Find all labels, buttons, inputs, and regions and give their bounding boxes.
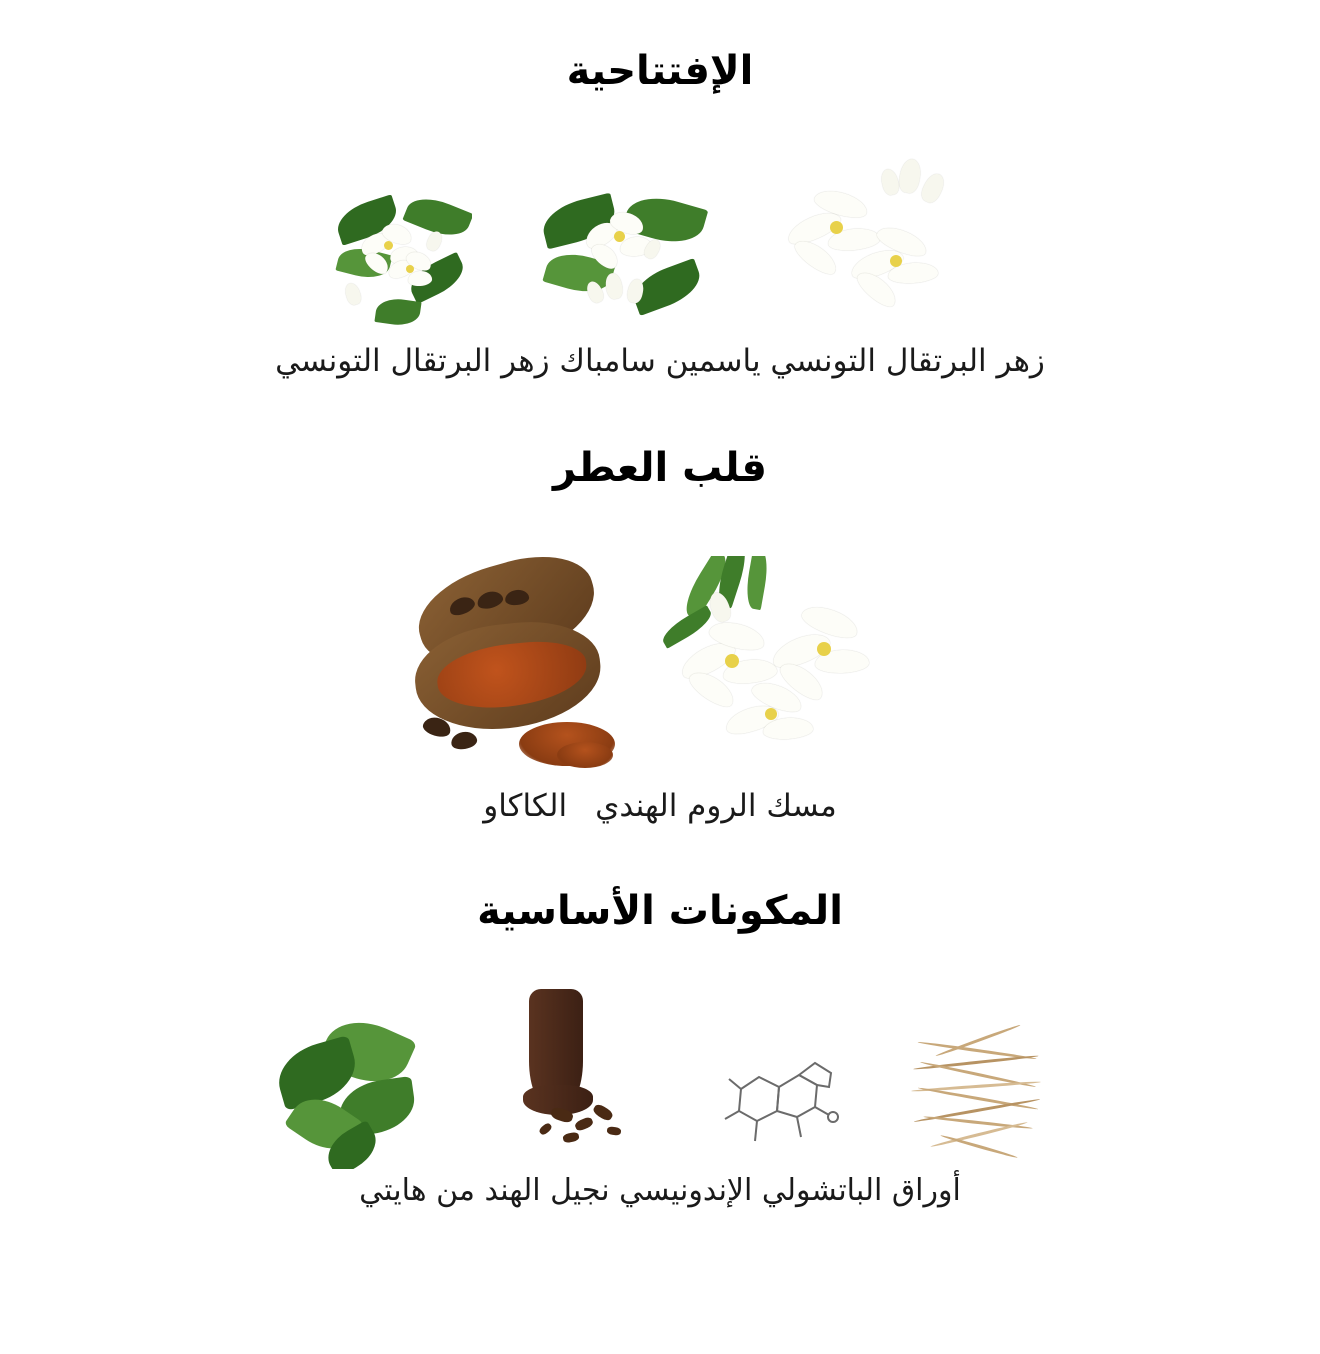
tuberose-icon (653, 556, 913, 776)
top-note-orange-blossom-1 (332, 191, 472, 331)
heart-note-label-tuberose: مسك الروم الهندي (595, 788, 837, 825)
top-notes-row (0, 151, 1320, 331)
orange-blossom-large-icon (778, 151, 988, 331)
cacao-icon (407, 546, 637, 776)
base-notes-caption-line-1: أوراق الباتشولي الإندونيسي نجيل الهند من هايتي (359, 1173, 961, 1209)
top-note-jasmine-sambac (540, 181, 710, 331)
section-title-top-notes: الإفتتاحية (566, 48, 754, 95)
base-note-ambroxan (711, 1049, 851, 1169)
base-note-vetiver (903, 1019, 1053, 1169)
tobacco-pipe-icon (489, 989, 659, 1169)
base-notes-caption (0, 1169, 1320, 1213)
base-note-patchouli (267, 1019, 437, 1169)
heart-note-tuberose (653, 556, 913, 776)
vetiver-root-icon (903, 1019, 1053, 1169)
heart-notes-row (0, 546, 1320, 776)
section-title-base-notes: المكونات الأساسية (477, 888, 843, 935)
base-note-tobacco (489, 989, 659, 1169)
section-title-heart-notes: قلب العطر (553, 445, 767, 492)
heart-notes-caption (0, 786, 1320, 828)
patchouli-leaf-icon (267, 1019, 437, 1169)
base-notes-row (0, 989, 1320, 1169)
top-notes-caption: زهر البرتقال التونسي ياسمين سامباك زهر البرتقال التونسي (275, 343, 1045, 380)
orange-blossom-icon (332, 191, 472, 331)
perfume-notes-page (0, 33, 1320, 1354)
molecule-structure-svg (711, 1049, 851, 1169)
jasmine-sambac-icon (540, 181, 710, 331)
heart-note-cacao (407, 546, 637, 776)
ambroxan-molecule-icon (711, 1049, 851, 1169)
heart-note-label-cacao: الكاكاو (483, 788, 568, 825)
top-note-orange-blossom-2 (778, 151, 988, 331)
